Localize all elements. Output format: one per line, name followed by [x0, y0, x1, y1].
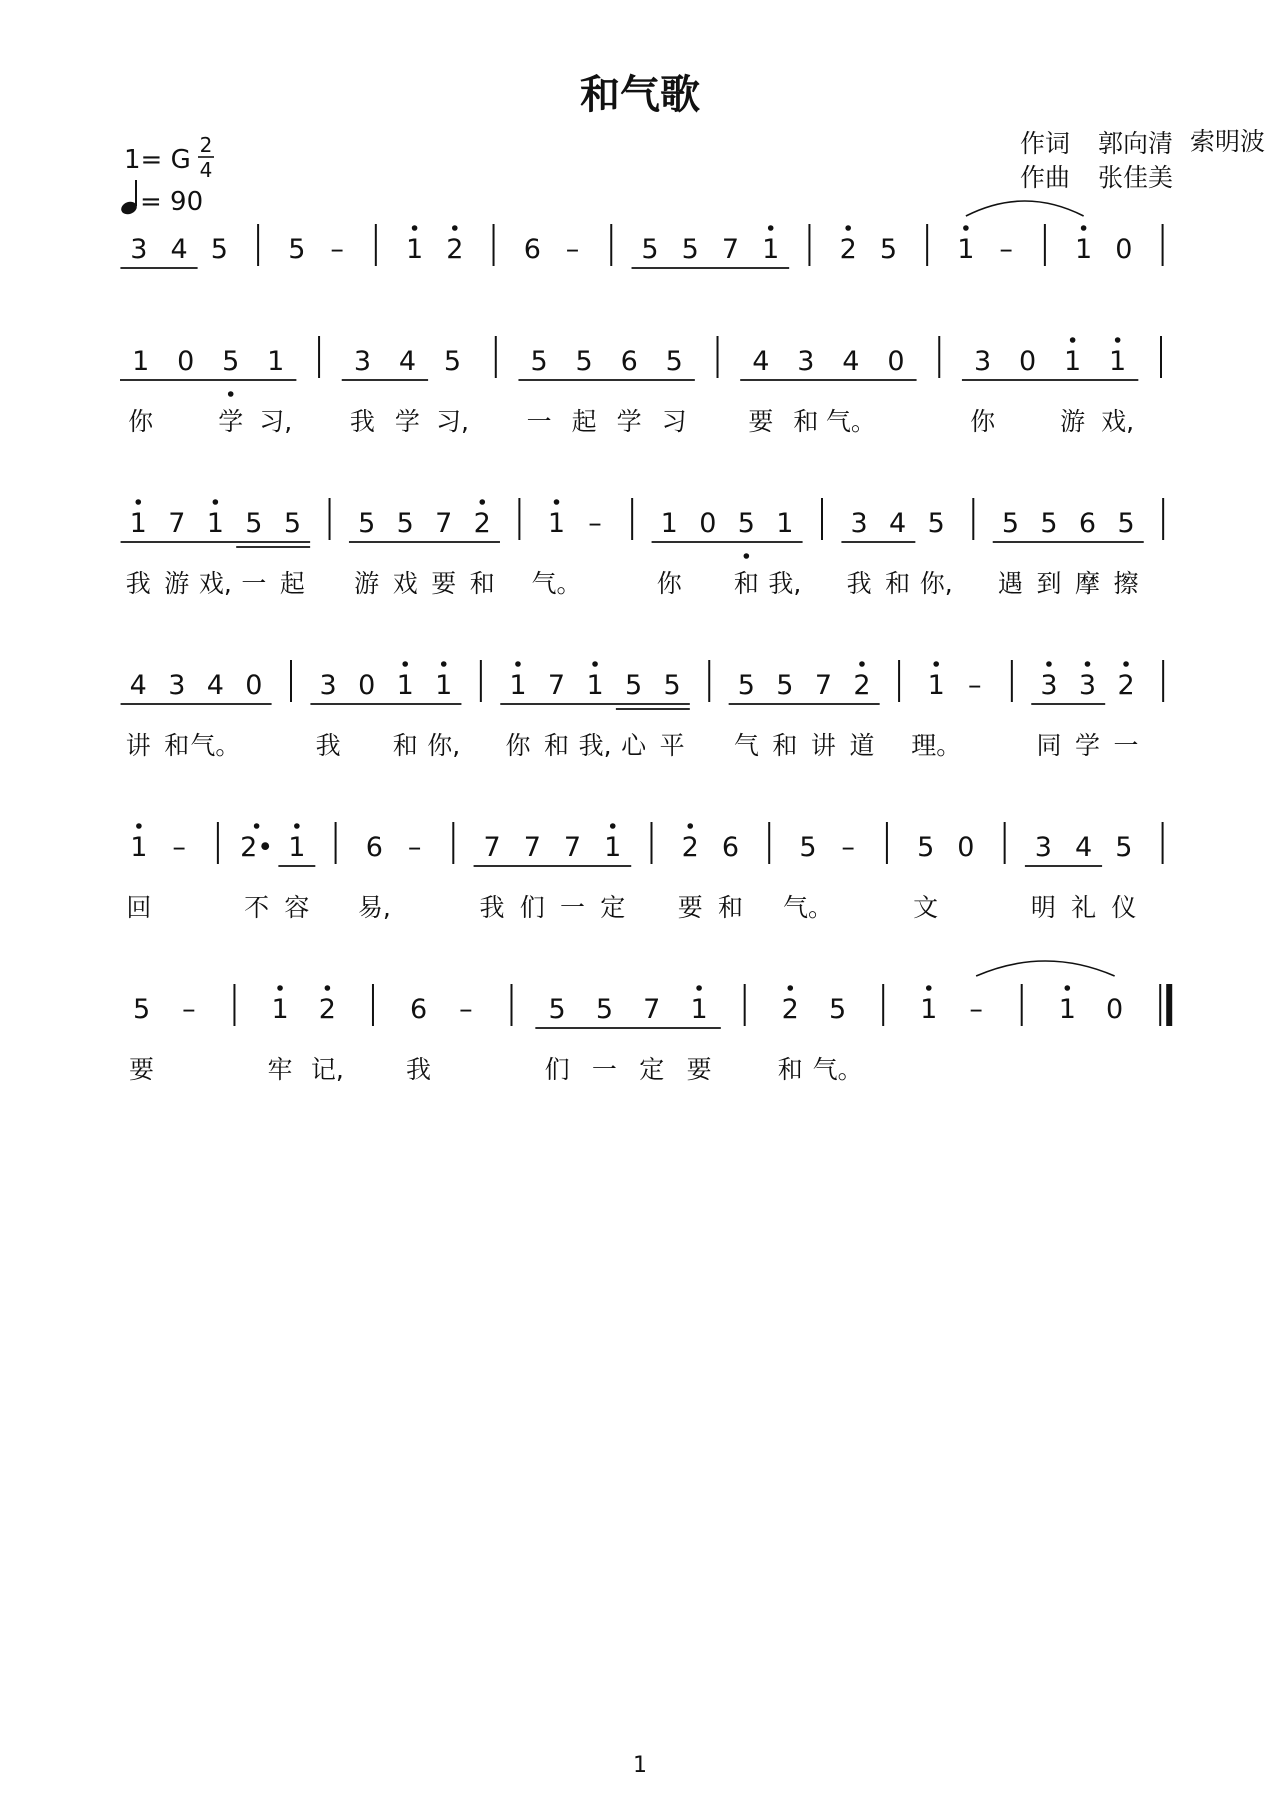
note: 5 [132, 994, 151, 1025]
page-number: 1 [633, 1753, 647, 1778]
dash-extension: – [588, 508, 602, 539]
lyric-syllable: 定 [639, 1055, 665, 1084]
note: 1 [1058, 994, 1076, 1025]
note: 4 [1075, 832, 1093, 863]
note: 1 [206, 508, 224, 539]
note: 6 [523, 234, 541, 265]
lyric-syllable: 和 [543, 731, 570, 760]
score-line [121, 660, 1164, 760]
note: 5 [641, 234, 659, 265]
score-line [120, 201, 1162, 268]
note: 3 [1078, 670, 1097, 701]
lyric-syllable: 气。 [782, 893, 833, 922]
lyric-syllable: 要 [686, 1055, 712, 1084]
dash-extension: – [407, 832, 422, 863]
note: 5 [575, 346, 593, 377]
note: 5 [917, 832, 935, 863]
score-lines [120, 201, 1169, 1084]
high-octave-dot [412, 225, 418, 231]
lyricist-name-2: 索明波 [1190, 127, 1266, 156]
lyric-syllable: 心 [621, 731, 647, 760]
lyric-syllable: 戏, [198, 569, 232, 598]
high-octave-dot [933, 661, 939, 667]
note: 2 [318, 994, 336, 1025]
note: 5 [1117, 508, 1135, 539]
note: 1 [130, 832, 148, 863]
note: 5 [829, 994, 847, 1025]
note: 6 [620, 346, 638, 377]
high-octave-dot [254, 823, 260, 829]
lyric-syllable: 明 [1030, 893, 1056, 922]
lyric-syllable: 同 [1036, 731, 1062, 760]
lyric-syllable: 要 [748, 407, 774, 436]
note: 2 [839, 234, 857, 265]
note: 5 [222, 346, 240, 377]
high-octave-dot [325, 985, 331, 991]
lyric-syllable: 和 [885, 569, 911, 598]
song-title: 和气歌 [580, 72, 700, 118]
dash-extension: – [967, 670, 982, 701]
note: 1 [288, 832, 306, 863]
lyric-syllable: 我 [406, 1055, 432, 1084]
note: 1 [271, 994, 289, 1025]
note: 1 [132, 346, 150, 377]
note: 5 [210, 234, 228, 265]
note: 1 [1075, 234, 1093, 265]
dash-extension: – [841, 832, 855, 863]
high-octave-dot [1123, 661, 1129, 667]
lyric-syllable: 气。 [190, 731, 241, 760]
note: 5 [288, 234, 306, 265]
lyric-syllable: 和 [469, 569, 495, 598]
note: 7 [721, 234, 740, 265]
note: 3 [850, 508, 868, 539]
note: 3 [130, 234, 148, 265]
lyric-syllable: 一 [241, 569, 267, 598]
note: 2 [853, 670, 871, 701]
lyric-syllable: 讲 [810, 731, 836, 760]
note: 5 [663, 670, 681, 701]
lyric-syllable: 和 [777, 1055, 803, 1084]
high-octave-dot [687, 823, 693, 829]
score-line [126, 822, 1162, 922]
note: 1 [776, 508, 794, 539]
high-octave-dot [926, 985, 932, 991]
note: 5 [927, 508, 945, 539]
note: 0 [1019, 346, 1037, 377]
lyric-syllable: 游 [354, 569, 380, 598]
high-octave-dot [479, 499, 485, 505]
lyric-syllable: 摩 [1074, 569, 1101, 598]
note: 4 [129, 670, 147, 701]
note: 5 [681, 234, 699, 265]
lyric-syllable: 我 [846, 569, 872, 598]
high-octave-dot [1081, 225, 1087, 231]
lyric-syllable: 戏, [1101, 407, 1135, 436]
lyric-syllable: 道 [849, 731, 875, 760]
lyric-syllable: 你, [919, 569, 953, 598]
note: 7 [523, 832, 541, 863]
high-octave-dot [1085, 661, 1091, 667]
note: 1 [396, 670, 414, 701]
lyric-syllable: 到 [1036, 569, 1062, 598]
note: 7 [547, 670, 566, 701]
note: 4 [752, 346, 770, 377]
lyric-syllable: 要 [129, 1055, 155, 1084]
lyric-syllable: 易, [357, 893, 391, 922]
note: 3 [353, 346, 372, 377]
lyric-syllable: 们 [544, 1055, 570, 1084]
note: 5 [283, 508, 302, 539]
note: 2 [473, 508, 491, 539]
high-octave-dot [592, 661, 598, 667]
high-octave-dot [441, 661, 447, 667]
note: 5 [737, 508, 755, 539]
high-octave-dot [135, 499, 141, 505]
note: 3 [974, 346, 992, 377]
note: 5 [548, 994, 566, 1025]
lyric-syllable: 擦 [1113, 569, 1139, 598]
lyric-syllable: 游 [164, 569, 190, 598]
lyric-syllable: 气。 [531, 569, 582, 598]
high-octave-dot [963, 225, 969, 231]
dash-extension: – [969, 994, 983, 1025]
note: 0 [1106, 994, 1124, 1025]
lyric-syllable: 一 [1113, 731, 1139, 760]
note: 5 [879, 234, 898, 265]
lyric-syllable: 一 [591, 1055, 617, 1084]
note: 2 [681, 832, 699, 863]
dash-extension: – [459, 994, 473, 1025]
lyric-syllable: 和 [772, 731, 798, 760]
note: 5 [245, 508, 263, 539]
high-octave-dot [294, 823, 300, 829]
high-octave-dot [768, 225, 774, 231]
note: 7 [483, 832, 501, 863]
lyric-syllable: 遇 [997, 569, 1023, 598]
lyric-syllable: 你 [505, 731, 531, 760]
quarter-note-icon [119, 180, 138, 216]
lyric-syllable: 我 [125, 569, 151, 598]
lyric-syllable: 容 [284, 893, 310, 922]
lyric-syllable: 和 [717, 893, 743, 922]
dash-extension: – [999, 234, 1013, 265]
lyric-syllable: 学 [616, 407, 642, 436]
lyric-syllable: 游 [1060, 407, 1086, 436]
note: 1 [267, 346, 285, 377]
lyric-syllable: 记, [310, 1055, 344, 1084]
high-octave-dot [1046, 661, 1052, 667]
note: 2 [781, 994, 799, 1025]
lyric-syllable: 我 [479, 893, 505, 922]
lyric-syllable: 学 [1074, 731, 1101, 760]
composer-name: 张佳美 [1098, 163, 1174, 192]
lyric-syllable: 平 [659, 731, 685, 760]
note: 1 [509, 670, 527, 701]
lyric-syllable: 我, [578, 731, 612, 760]
tie-arc [976, 961, 1115, 976]
lyric-syllable: 要 [431, 569, 457, 598]
dash-extension: – [330, 234, 344, 265]
credits [1020, 127, 1265, 192]
note: 5 [595, 994, 614, 1025]
note: 0 [699, 508, 717, 539]
high-octave-dot [277, 985, 283, 991]
low-octave-dot [744, 553, 750, 559]
lyric-syllable: 讲 [125, 731, 151, 760]
note: 1 [690, 994, 708, 1025]
high-octave-dot [859, 661, 865, 667]
high-octave-dot [787, 985, 793, 991]
note: 3 [797, 346, 815, 377]
note: 4 [889, 508, 907, 539]
lyric-syllable: 和 [392, 731, 418, 760]
time-signature-bottom: 4 [199, 158, 213, 182]
lyric-syllable: 礼 [1071, 893, 1097, 922]
lyric-syllable: 们 [519, 893, 545, 922]
lyric-syllable: 文 [913, 893, 939, 922]
high-octave-dot [136, 823, 142, 829]
note: 7 [563, 832, 582, 863]
note: 1 [435, 670, 453, 701]
lyric-syllable: 你 [656, 569, 682, 598]
note: 1 [1064, 346, 1082, 377]
note: 5 [737, 670, 755, 701]
high-octave-dot [845, 225, 851, 231]
note: 5 [776, 670, 794, 701]
lyric-syllable: 不 [244, 893, 270, 922]
note: 5 [799, 832, 817, 863]
note: 0 [358, 670, 376, 701]
lyric-syllable: 定 [600, 893, 626, 922]
note: 1 [1109, 346, 1127, 377]
lyric-syllable: 气。 [825, 407, 876, 436]
low-octave-dot [228, 391, 234, 397]
note: 4 [206, 670, 224, 701]
note: 5 [1115, 832, 1133, 863]
lyric-syllable: 起 [279, 569, 305, 598]
dash-extension: – [182, 994, 196, 1025]
lyric-syllable: 学 [218, 407, 244, 436]
lyric-syllable: 习, [435, 407, 469, 436]
note: 0 [245, 670, 263, 701]
note: 4 [170, 234, 188, 265]
note: 0 [957, 832, 975, 863]
high-octave-dot [696, 985, 702, 991]
composer-role: 作曲 [1020, 163, 1071, 192]
note: 1 [660, 508, 678, 539]
lyric-syllable: 我, [768, 569, 802, 598]
note: 1 [586, 670, 604, 701]
note: 6 [721, 832, 740, 863]
score-line [129, 961, 1169, 1084]
lyric-syllable: 习, [259, 407, 293, 436]
note: 2 [1117, 670, 1135, 701]
lyricist-role: 作词 [1020, 129, 1071, 158]
note: 3 [1034, 832, 1052, 863]
lyric-syllable: 牢 [267, 1055, 293, 1084]
lyric-syllable: 理。 [911, 731, 962, 760]
note: 7 [435, 508, 453, 539]
lyric-syllable: 一 [526, 407, 552, 436]
time-signature-top: 2 [199, 133, 213, 157]
high-octave-dot [1070, 337, 1076, 343]
dash-extension: – [172, 832, 186, 863]
high-octave-dot [452, 225, 458, 231]
note: 2 [446, 234, 464, 265]
lyric-syllable: 我 [315, 731, 341, 760]
lyric-syllable: 你 [128, 407, 154, 436]
note: 5 [624, 670, 643, 701]
high-octave-dot [610, 823, 616, 829]
lyric-syllable: 学 [394, 407, 420, 436]
tempo-marking: = 90 [140, 187, 204, 217]
note: 5 [443, 346, 462, 377]
dash-extension: – [565, 234, 580, 265]
key-tempo-block [119, 133, 214, 217]
note: 1 [604, 832, 622, 863]
note: 5 [665, 346, 683, 377]
note: 0 [887, 346, 905, 377]
note: 3 [1040, 670, 1058, 701]
note: 5 [1001, 508, 1020, 539]
high-octave-dot [554, 499, 560, 505]
lyric-syllable: 气 [733, 731, 759, 760]
note: 1 [762, 234, 780, 265]
high-octave-dot [1064, 985, 1070, 991]
note: 5 [396, 508, 414, 539]
lyric-syllable: 和 [164, 731, 190, 760]
key-signature: 1= G [124, 145, 191, 175]
tie-arc [966, 201, 1084, 216]
note: 3 [168, 670, 186, 701]
note: 1 [405, 234, 424, 265]
note: 4 [398, 346, 417, 377]
note: 2• [240, 832, 274, 863]
lyric-syllable: 要 [677, 893, 703, 922]
lyric-syllable: 习 [661, 407, 687, 436]
lyric-syllable: 气。 [812, 1055, 863, 1084]
note: 5 [530, 346, 548, 377]
note: 6 [1078, 508, 1097, 539]
high-octave-dot [402, 661, 408, 667]
lyric-syllable: 一 [560, 893, 586, 922]
note: 7 [168, 508, 186, 539]
score-line [120, 336, 1161, 436]
lyric-syllable: 你, [427, 731, 461, 760]
lyric-syllable: 和 [733, 569, 759, 598]
note: 7 [643, 994, 661, 1025]
lyric-syllable: 你 [970, 407, 996, 436]
note: 6 [409, 994, 428, 1025]
note: 5 [1040, 508, 1058, 539]
note: 6 [365, 832, 383, 863]
lyric-syllable: 起 [571, 407, 597, 436]
score-line [121, 498, 1164, 598]
lyricist-name: 郭向清 [1098, 129, 1174, 158]
note: 1 [129, 508, 147, 539]
note: 0 [177, 346, 195, 377]
note: 1 [920, 994, 938, 1025]
lyric-syllable: 和 [793, 407, 819, 436]
note: 5 [358, 508, 376, 539]
note: 1 [927, 670, 945, 701]
lyric-syllable: 回 [126, 893, 152, 922]
note: 7 [814, 670, 833, 701]
high-octave-dot [1115, 337, 1121, 343]
note: 1 [547, 508, 566, 539]
high-octave-dot [515, 661, 521, 667]
note: 3 [319, 670, 337, 701]
note: 4 [842, 346, 860, 377]
note: 0 [1115, 234, 1133, 265]
lyric-syllable: 戏 [392, 569, 418, 598]
lyric-syllable: 我 [349, 407, 375, 436]
high-octave-dot [213, 499, 219, 505]
lyric-syllable: 仪 [1111, 893, 1137, 922]
note: 1 [957, 234, 975, 265]
